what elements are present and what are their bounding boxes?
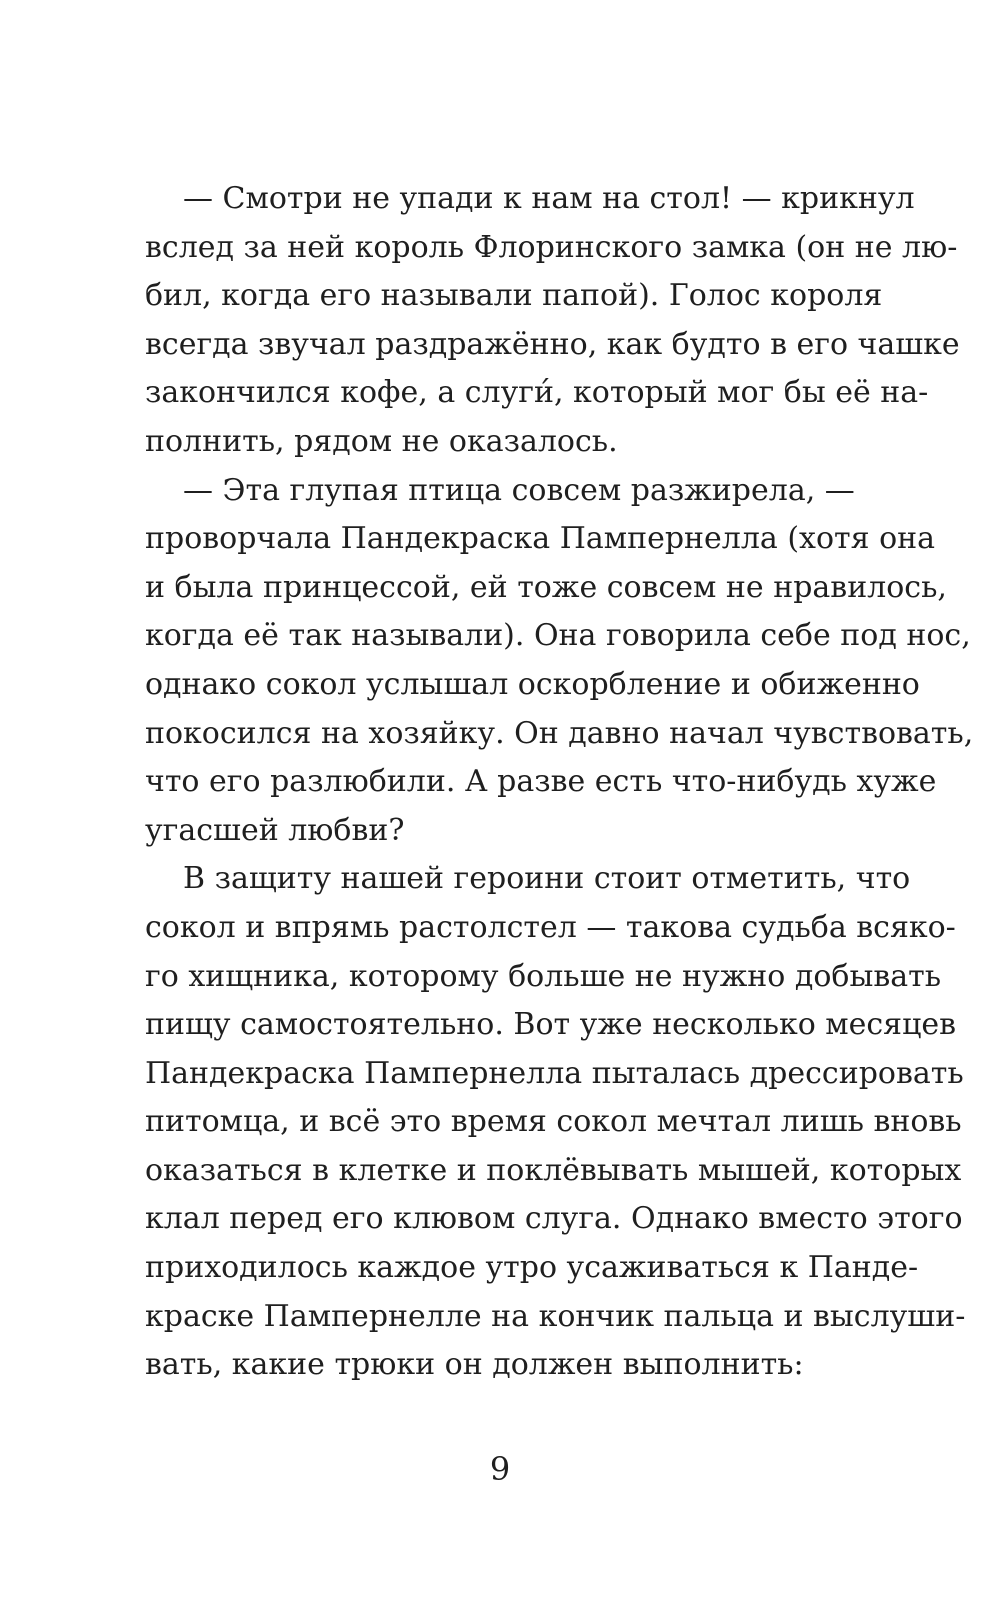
text-line: бил, когда его называли папой). Голос короля xyxy=(145,278,883,314)
text-line: питомца, и всё это время сокол мечтал лишь вновь xyxy=(145,1104,962,1140)
text-line: оказаться в клетке и поклёвывать мышей, которых xyxy=(145,1152,962,1188)
text-line: что его разлюбили. А разве есть что-нибудь хуже xyxy=(145,764,937,800)
text-line: полнить, рядом не оказалось. xyxy=(145,423,618,459)
text-line: вать, какие трюки он должен выполнить: xyxy=(145,1347,804,1383)
text-line: приходилось каждое утро усаживаться к Панде- xyxy=(145,1250,919,1286)
text-line: клал перед его клювом слуга. Однако вместо этого xyxy=(145,1201,963,1237)
text-line: Пандекраска Пампернелла пыталась дрессировать xyxy=(145,1055,964,1091)
text-line: го хищника, которому больше не нужно добывать xyxy=(145,958,942,994)
text-line: угасшей любви? xyxy=(145,812,405,848)
text-line: пищу самостоятельно. Вот уже несколько месяцев xyxy=(145,1007,957,1043)
text-line: — Смотри не упади к нам на стол! — крикнул xyxy=(183,181,915,216)
body-text xyxy=(145,175,974,1390)
text-line: проворчала Пандекраска Пампернелла (хотя она xyxy=(145,521,936,557)
text-line: краске Пампернелле на кончик пальца и выслуши- xyxy=(145,1298,966,1334)
text-line: и была принцессой, ей тоже совсем не нравилось, xyxy=(145,569,947,605)
text-line: сокол и впрямь растолстел — такова судьба всяко- xyxy=(145,909,956,945)
text-line: — Эта глупая птица совсем разжирела, — xyxy=(183,472,855,508)
text-line: закончился кофе, а слуги́, который мог бы её на- xyxy=(145,375,929,411)
text-line: вслед за ней король Флоринского замка (он не лю- xyxy=(145,229,958,265)
text-line: В защиту нашей героини стоит отметить, что xyxy=(183,861,911,897)
text-line: покосился на хозяйку. Он давно начал чувствовать, xyxy=(145,715,974,751)
text-line: однако сокол услышал оскорбление и обиженно xyxy=(145,666,920,702)
text-line: когда её так называли). Она говорила себе под нос, xyxy=(145,618,971,654)
text-line: всегда звучал раздражённо, как будто в его чашке xyxy=(145,326,960,362)
page-number: 9 xyxy=(489,1450,511,1488)
